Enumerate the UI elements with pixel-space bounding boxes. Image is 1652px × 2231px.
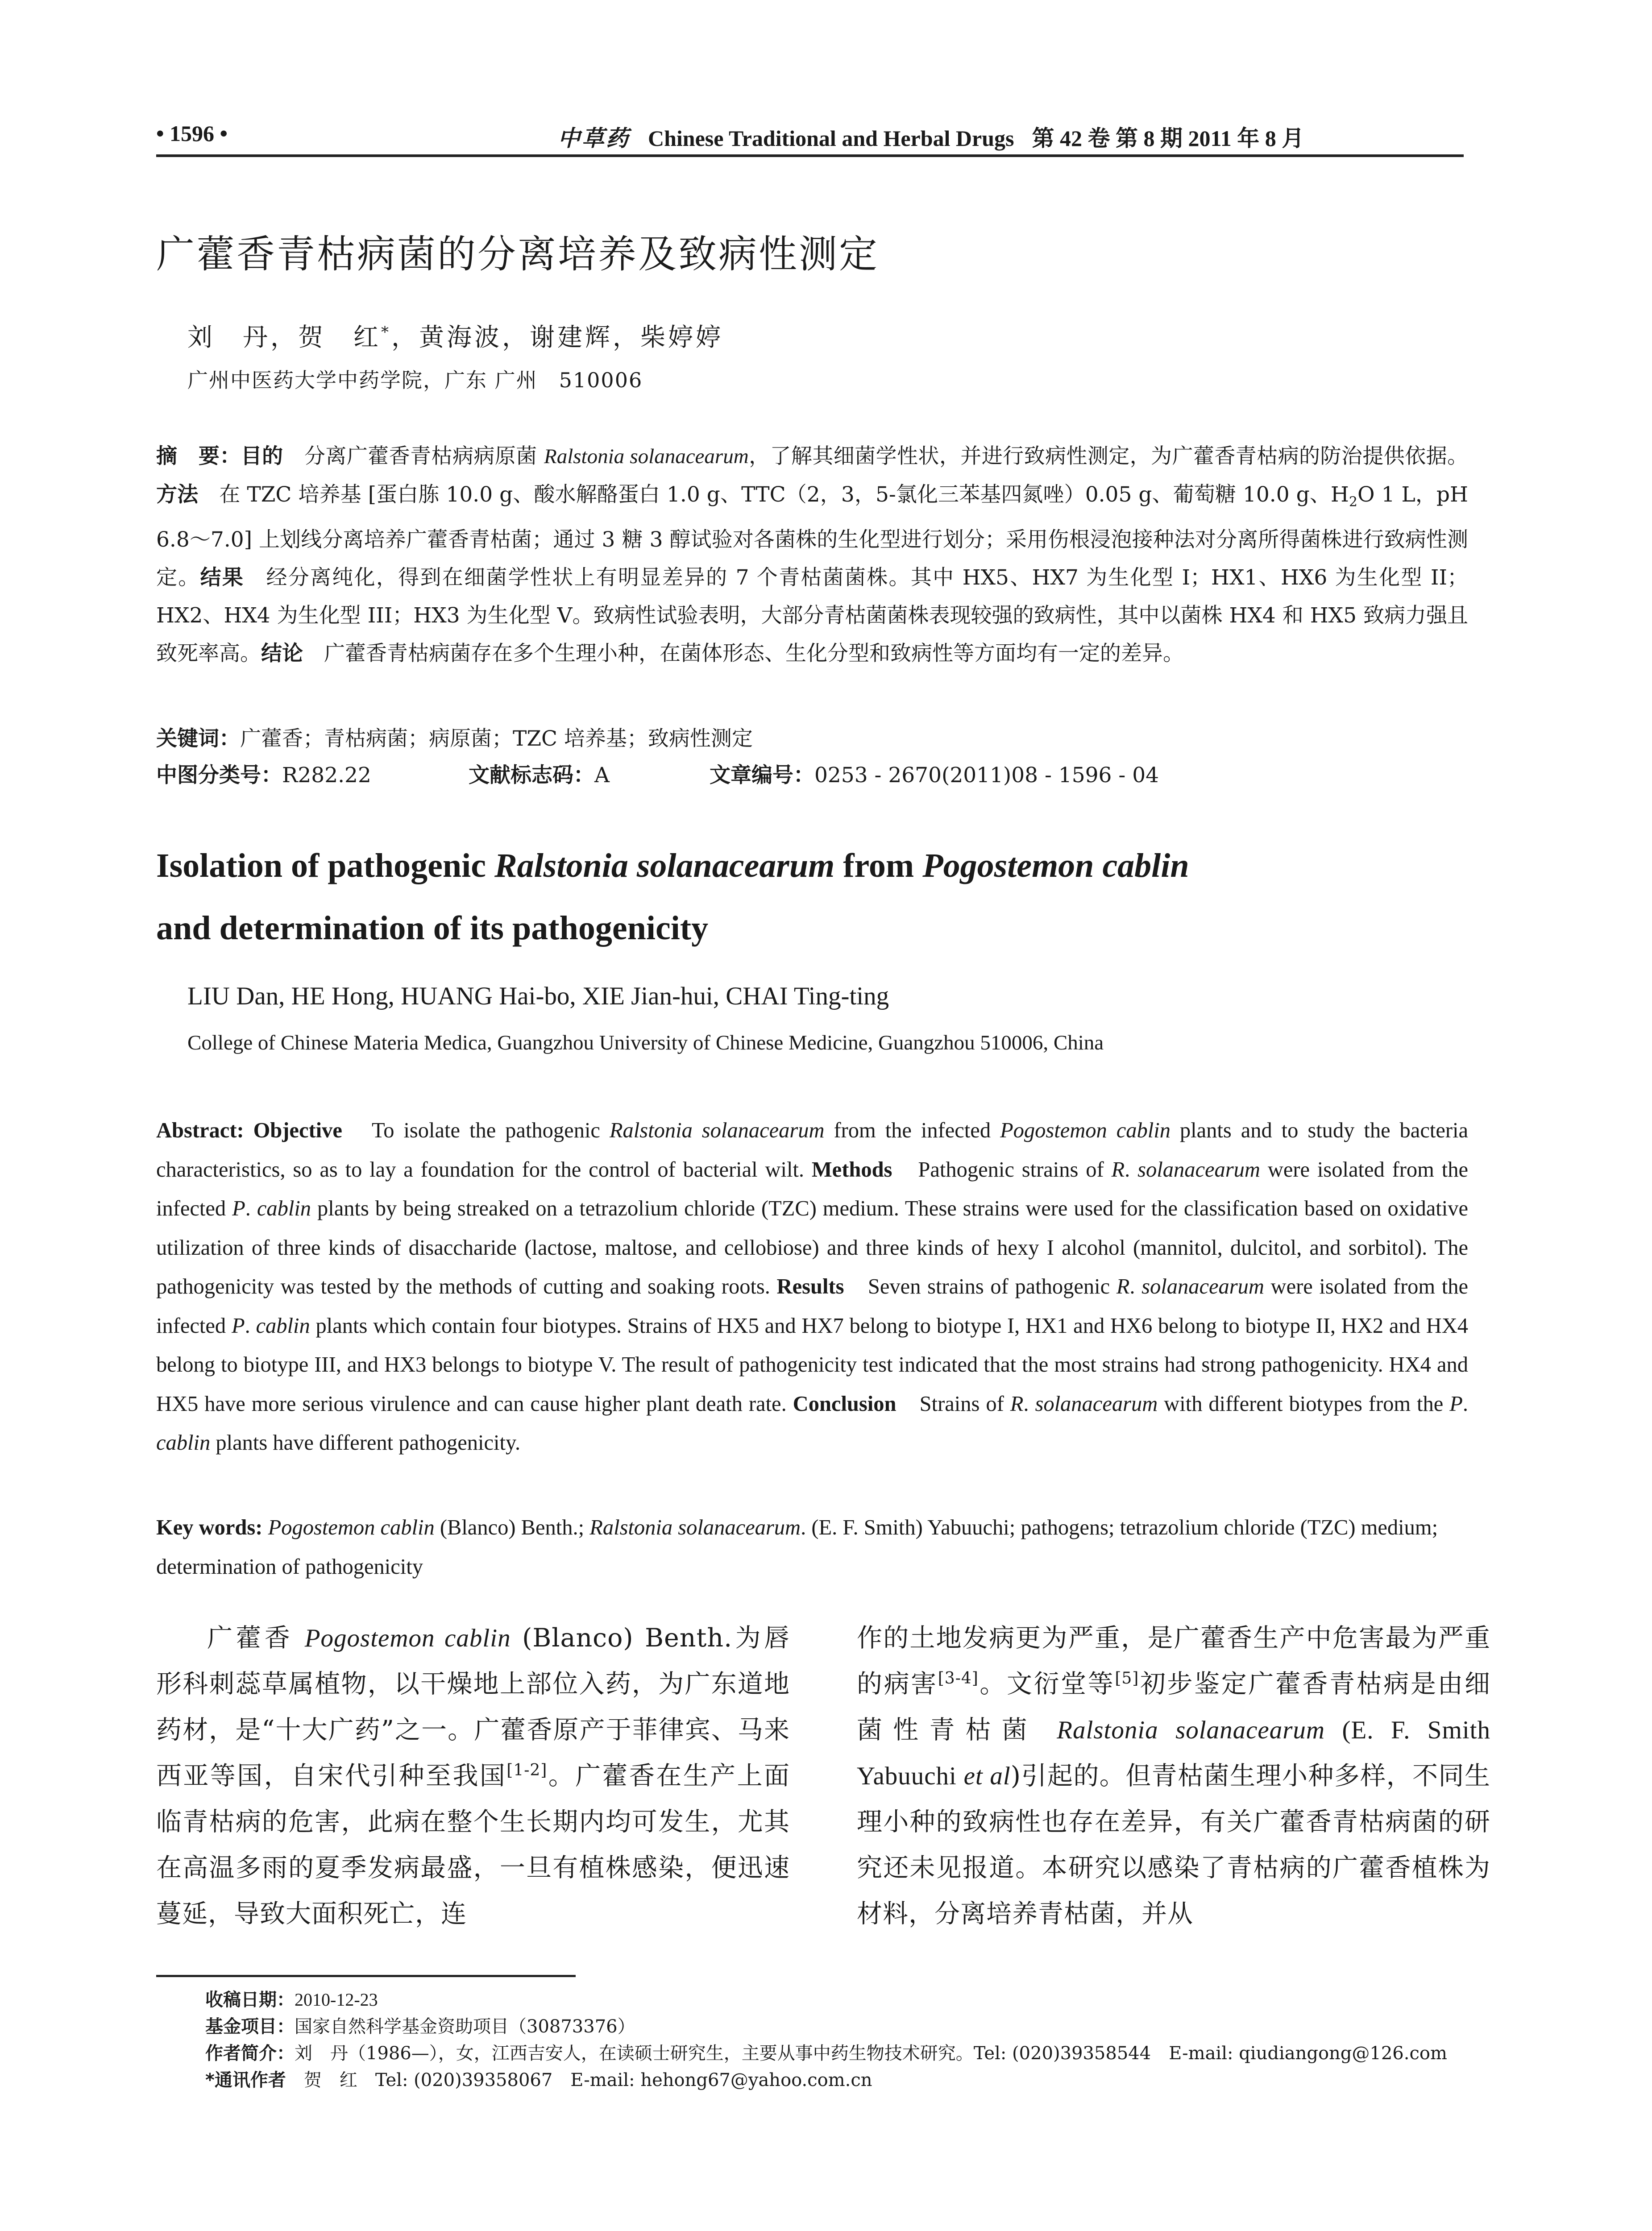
methods-label-cn: 方法 <box>156 482 199 507</box>
header-rule <box>156 154 1464 157</box>
footnote-rule <box>156 1975 576 1977</box>
classification-line: 中图分类号：R282.22 文献标志码：A 文章编号：0253 - 2670(2011)08 - 1596 - 04 <box>156 763 1159 788</box>
journal-name-cn: 中草药 <box>558 126 630 151</box>
document-code: A <box>594 763 610 788</box>
title-en: Isolation of pathogenic Ralstonia solanacearum from Pogostemon cablin and determination of its pathogenicity <box>156 847 1189 947</box>
volume-issue: 第 42 卷 第 8 期 2011 年 8 月 <box>1032 126 1304 151</box>
conclusion-label-cn: 结论 <box>261 641 303 666</box>
abstract-label-cn: 摘 要： <box>156 444 241 469</box>
abstract-en: Abstract: Objective To isolate the pathogenic Ralstonia solanacearum from the infected Pogostemon cablin plants and to study the bacteria characteristics, so as to lay a foundation for the control of bacterial wilt. Methods Pathogenic strains of R. solanacearum were isolated from the infected P. cablin plants by being streaked on a tetrazolium chloride (TZC) medium. These strains were used for the classification based on oxidative utilization of three kinds of disaccharide (lactose, maltose, and cellobiose) and three kinds of hexy I alcohol (mannitol, dulcitol, and sorbitol). The pathogenicity was tested by the methods of cutting and soaking roots. Results Seven strains of pathogenic R. solanacearum were isolated from the infected P. cablin plants which contain four biotypes. Strains of HX5 and HX7 belong to biotype I, HX1 and HX6 belong to biotype II, HX2 and HX4 belong to biotype III, and HX3 belongs to biotype V. The result of pathogenicity test indicated that the most strains had strong pathogenicity. HX4 and HX5 have more serious virulence and can cause higher plant death rate. Conclusion Strains of R. solanacearum with different biotypes from the P. cablin plants have different pathogenicity. <box>156 1119 1469 1455</box>
body-column-right: 作的土地发病更为严重，是广藿香生产中危害最为严重的病害[3-4]。文衍堂等[5]初步鉴定广藿香青枯病是由细菌性青枯菌 Ralstonia solanacearum (E. F. Smith Yabuuchi et al)引起的。但青枯菌生理小种多样，不同生理小种的致病性也存在差异，有关广藿香青枯病菌的研究还未见报道。本研究以感染了青枯病的广藿香植株为材料，分离培养青枯菌，并从 <box>857 1623 1491 1928</box>
footnote-fund: 基金项目：国家自然科学基金资助项目（30873376） <box>205 2016 635 2037</box>
results-label-cn: 结果 <box>200 565 245 590</box>
journal-name-en: Chinese Traditional and Herbal Drugs <box>648 126 1014 151</box>
body-column-left: 广藿香 Pogostemon cablin (Blanco) Benth.为唇形科刺蕊草属植物，以干燥地上部位入药，为广东道地药材，是“十大广药”之一。广藿香原产于菲律宾、马来西亚等国，自宋代引种至我国[1-2]。广藿香在生产上面临青枯病的危害，此病在整个生长期内均可发生，尤其在高温多雨的夏季发病最盛，一旦有植株感染，便迅速蔓延，导致大面积死亡，连 <box>156 1623 790 1928</box>
objective-label-cn: 目的 <box>241 444 283 469</box>
keywords-en: Key words: Pogostemon cablin (Blanco) Benth.; Ralstonia solanacearum. (E. F. Smith) Yabuuchi; pathogens; tetrazolium chloride (TZC) medium; determination of pathogenicity <box>156 1516 1438 1579</box>
journal-line <box>558 120 1304 153</box>
footnotes <box>205 1986 1473 2094</box>
authors-en: LIU Dan, HE Hong, HUANG Hai-bo, XIE Jian-hui, CHAI Ting-ting <box>187 982 889 1010</box>
footnote-author-bio: 作者简介：刘 丹（1986—），女，江西吉安人，在读硕士研究生，主要从事中药生物技术研究。Tel: (020)39358544 E-mail: qiudiangong@126.com <box>205 2043 1447 2064</box>
running-header <box>156 117 1464 151</box>
page-number: • 1596 • <box>156 121 228 146</box>
affiliation-en: College of Chinese Materia Medica, Guangzhou University of Chinese Medicine, Guangzhou 510006, China <box>187 1031 1104 1054</box>
abstract-cn: 摘 要：目的 分离广藿香青枯病病原菌 Ralstonia solanacearum，了解其细菌学性状，并进行致病性测定，为广藿香青枯病的防治提供依据。方法 在 TZC 培养基 [蛋白胨 10.0 g、酸水解酪蛋白 1.0 g、TTC（2，3，5-氯化三苯基四氮唑）0.05 g、葡萄糖 10.0 g、$H_2O$ 1 L，pH 6.8～7.0] 上划线分离培养广藿香青枯菌；通过 3 糖 3 醇试验对各菌株的生化型进行划分；采用伤根浸泡接种法对分离所得菌株进行致病性测定。结果 经分离纯化，得到在细菌学性状上有明显差异的 7 个青枯菌菌株。其中 HX5、HX7 为生化型 I；HX1、HX6 为生化型 II；HX2、HX4 为生化型 III；HX3 为生化型 V。致病性试验表明，大部分青枯菌菌株表现较强的致病性，其中以菌株 HX4 和 HX5 致病力强且致死率高。结论 广藿香青枯病菌存在多个生理小种，在菌体形态、生化分型和致病性等方面均有一定的差异。 <box>156 444 1469 666</box>
footnote-corresponding: *通讯作者 贺 红 Tel: (020)39358067 E-mail: hehong67@yahoo.com.cn <box>205 2070 872 2090</box>
affiliation-cn: 广州中医药大学中药学院，广东 广州 510006 <box>187 368 643 392</box>
article-number: 0253 - 2670(2011)08 - 1596 - 04 <box>814 763 1159 788</box>
authors-cn: 刘 丹，贺 红*，黄海波，谢建辉，柴婷婷 <box>187 323 723 352</box>
clc-number: R282.22 <box>282 763 371 788</box>
keywords-cn: 关键词：广藿香；青枯病菌；病原菌；TZC 培养基；致病性测定 <box>156 726 753 751</box>
footnote-received: 收稿日期：2010-12-23 <box>205 1990 378 2010</box>
title-cn: 广藿香青枯病菌的分离培养及致病性测定 <box>156 232 879 277</box>
